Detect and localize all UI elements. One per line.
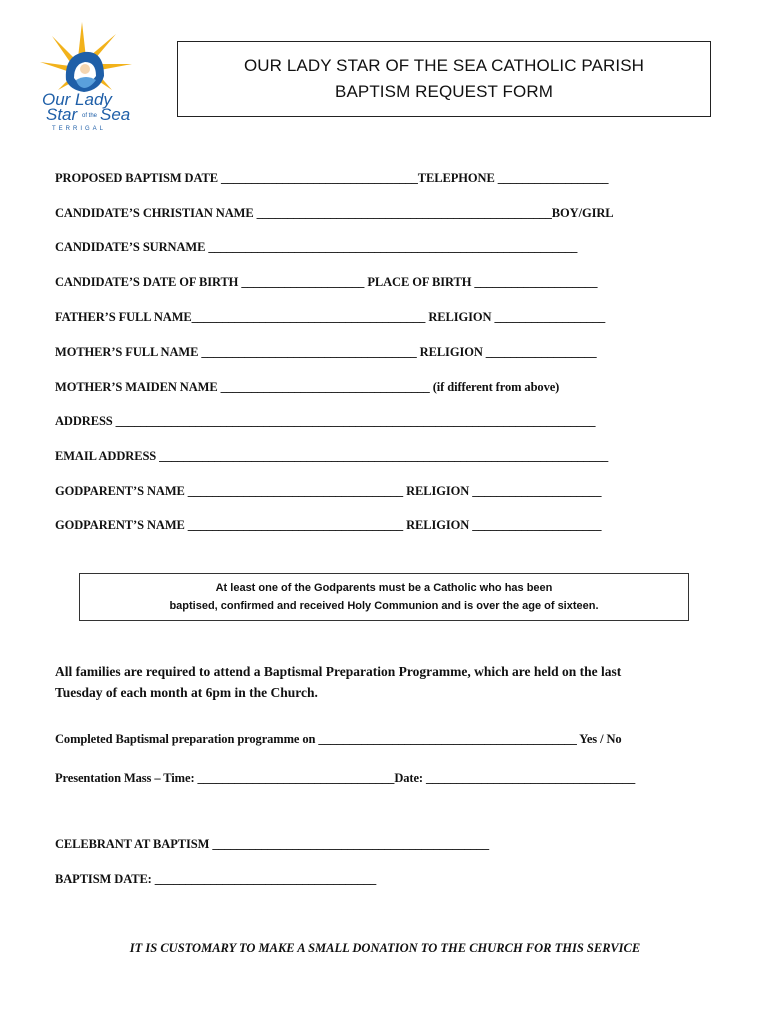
completed-preparation-field[interactable]: Completed Baptismal preparation programme on __________________________________________ Yes / No <box>55 732 622 746</box>
godparent-notice-box <box>79 573 689 621</box>
logo-text-line1: Our Lady <box>42 90 112 109</box>
candidate-surname-field[interactable]: CANDIDATE’S SURNAME ____________________________________________________________ <box>55 240 578 254</box>
form-title: BAPTISM REQUEST FORM <box>335 82 553 101</box>
baptism-date-field[interactable]: BAPTISM DATE: ____________________________________ <box>55 872 377 886</box>
address-field[interactable]: ADDRESS ______________________________________________________________________________ <box>55 414 596 428</box>
logo-text-line3: Sea <box>100 105 131 124</box>
paragraph-line-1: All families are required to attend a Baptismal Preparation Programme, which are held on the last <box>55 664 622 679</box>
email-address-field[interactable]: EMAIL ADDRESS _________________________________________________________________________ <box>55 449 609 463</box>
proposed-baptism-date-field[interactable]: PROPOSED BAPTISM DATE ________________________________TELEPHONE __________________ <box>55 171 609 185</box>
celebrant-field[interactable]: CELEBRANT AT BAPTISM _____________________________________________ <box>55 837 490 851</box>
mother-name-field[interactable]: MOTHER’S FULL NAME ___________________________________ RELIGION __________________ <box>55 345 597 359</box>
parish-name: OUR LADY STAR OF THE SEA CATHOLIC PARISH <box>243 56 645 75</box>
godparent-1-field[interactable]: GODPARENT’S NAME ___________________________________ RELIGION _____________________ <box>55 484 602 498</box>
parish-logo <box>30 20 140 132</box>
logo-place: TERRIGAL <box>52 126 107 132</box>
form-title-box <box>177 41 711 117</box>
donation-footer: IT IS CUSTOMARY TO MAKE A SMALL DONATION TO THE CHURCH FOR THIS SERVICE <box>129 941 641 955</box>
father-name-field[interactable]: FATHER’S FULL NAME______________________________________ RELIGION __________________ <box>55 310 606 324</box>
notice-line-1: At least one of the Godparents must be a Catholic who has been <box>215 582 553 594</box>
candidate-birth-field[interactable]: CANDIDATE’S DATE OF BIRTH ____________________ PLACE OF BIRTH ____________________ <box>55 275 598 289</box>
candidate-christian-name-field[interactable]: CANDIDATE’S CHRISTIAN NAME ________________________________________________BOY/GIRL <box>55 206 614 220</box>
godparent-2-field[interactable]: GODPARENT’S NAME ___________________________________ RELIGION _____________________ <box>55 518 602 532</box>
logo-text-line2: Star <box>46 105 78 124</box>
mother-maiden-name-field[interactable]: MOTHER’S MAIDEN NAME __________________________________ (if different from above) <box>55 380 560 394</box>
paragraph-line-2: Tuesday of each month at 6pm in the Church. <box>55 685 318 700</box>
preparation-paragraph <box>55 661 725 703</box>
presentation-mass-field[interactable]: Presentation Mass – Time: ________________________________Date: __________________________________ <box>55 771 636 785</box>
logo-text-small: of the <box>82 113 98 119</box>
notice-line-2: baptised, confirmed and received Holy Communion and is over the age of sixteen. <box>169 600 599 612</box>
